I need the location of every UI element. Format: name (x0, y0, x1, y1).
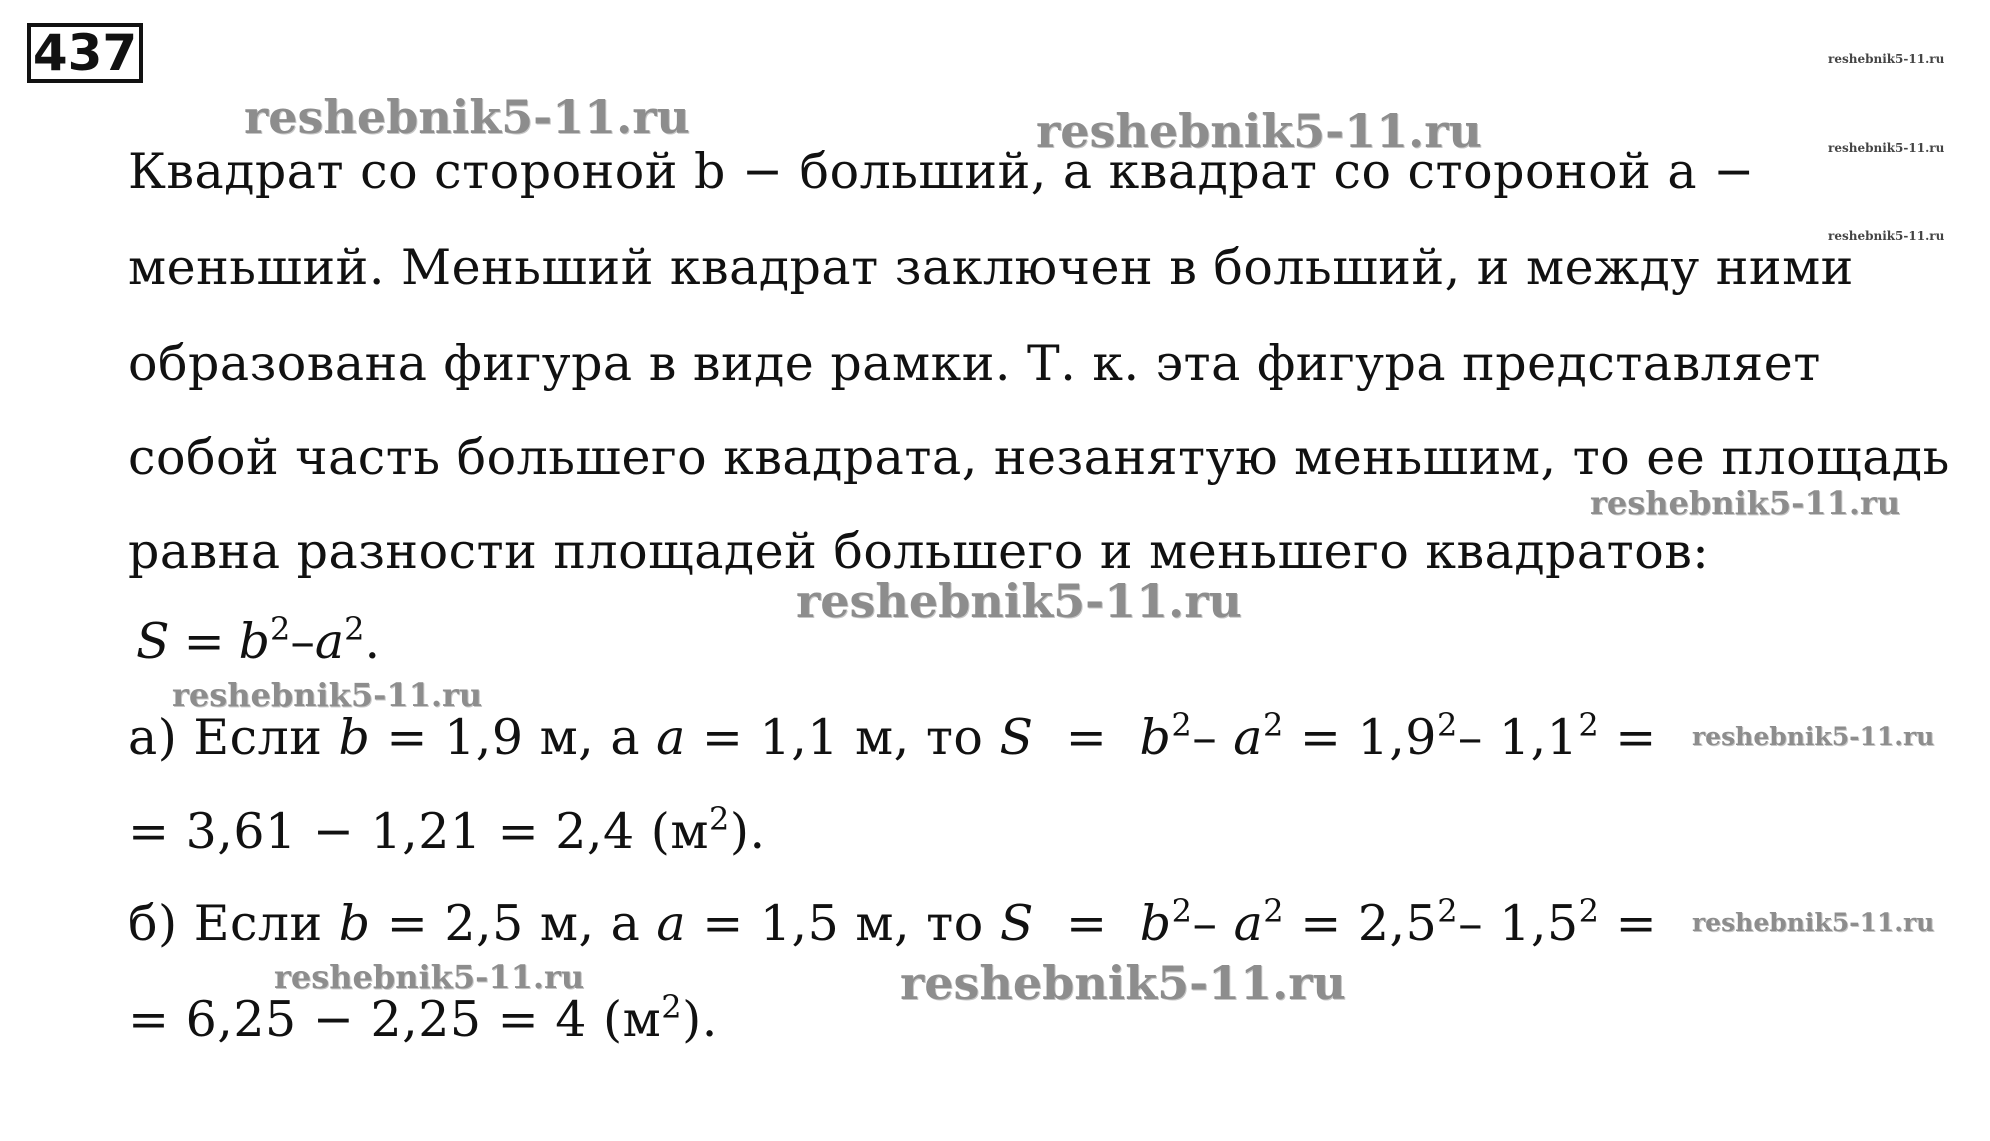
part-b-line1 (128, 894, 1657, 954)
formula-b-exponent: 2 (270, 610, 291, 648)
part-a-val2: – 1,1 (1457, 709, 1579, 766)
watermark: reshebnik5-11.ru (1692, 722, 1935, 751)
part-b-exp: 2 (1263, 892, 1285, 930)
text-line: равна разности площадей большего и меньшего квадратов: (128, 523, 1710, 580)
part-a-equals: = (1033, 709, 1140, 766)
part-a-line1 (128, 708, 1657, 768)
watermark: reshebnik5-11.ru (1828, 229, 1945, 243)
watermark: reshebnik5-11.ru (796, 574, 1242, 628)
part-b-b-value: = 2,5 м, а (370, 895, 657, 952)
part-a-a-value: = 1,1 м, то (685, 709, 1000, 766)
part-a-result: = 3,61 − 1,21 = 2,4 (м (128, 803, 709, 860)
part-a-exp: 2 (1171, 706, 1193, 744)
part-b-exp: 2 (1578, 892, 1600, 930)
part-a-prefix: а) Если (128, 709, 339, 766)
part-b-val2: – 1,5 (1458, 895, 1579, 952)
part-b-result-exp: 2 (661, 988, 683, 1026)
formula-b: b (238, 613, 271, 670)
text-line: Квадрат со стороной b − больший, а квадрат со стороной a − (128, 143, 1755, 200)
watermark: reshebnik5-11.ru (1590, 484, 1901, 522)
part-a-exp: 2 (1436, 706, 1458, 744)
part-a-end: = (1599, 709, 1657, 766)
formula-a-exponent: 2 (344, 610, 365, 648)
formula-s: S (136, 613, 170, 670)
part-b-result-end: ). (682, 991, 718, 1048)
part-b-val1: = 2,5 (1284, 895, 1438, 952)
area-formula (136, 612, 380, 672)
watermark: reshebnik5-11.ru (244, 90, 690, 144)
part-b-line2 (128, 990, 718, 1050)
watermark: reshebnik5-11.ru (172, 676, 483, 714)
watermark: reshebnik5-11.ru (1692, 908, 1935, 937)
part-a-exp: 2 (1262, 706, 1284, 744)
watermark: reshebnik5-11.ru (1828, 141, 1945, 155)
part-b-prefix: б) Если (128, 895, 339, 952)
part-b-a2: a (1233, 895, 1264, 952)
formula-end: . (364, 613, 381, 670)
part-b-exp: 2 (1171, 892, 1193, 930)
part-b-s: S (999, 895, 1034, 952)
part-b-a: a (656, 895, 687, 952)
formula-minus: – (290, 613, 315, 670)
part-b-end: = (1599, 895, 1658, 952)
text-line: собой часть большего квадрата, незанятую меньшим, то ее площадь (128, 429, 1950, 486)
part-a-a: a (656, 709, 686, 766)
formula-equals: = (183, 613, 225, 670)
part-a-minus: – (1192, 709, 1234, 766)
part-b-exp: 2 (1437, 892, 1459, 930)
part-a-s: S (999, 709, 1034, 766)
watermark: reshebnik5-11.ru (1036, 104, 1482, 158)
part-a-a2: a (1233, 709, 1263, 766)
part-a-val1: = 1,9 (1283, 709, 1437, 766)
part-a-result-end: ). (729, 803, 766, 860)
text-line: образована фигура в виде рамки. Т. к. эта фигура представляет (128, 335, 1821, 392)
part-a-b: b (338, 709, 371, 766)
watermark: reshebnik5-11.ru (1828, 52, 1945, 66)
text-line: меньший. Меньший квадрат заключен в больший, и между ними (128, 239, 1854, 296)
problem-number: 437 (27, 23, 143, 83)
part-b-result: = 6,25 − 2,25 = 4 (м (128, 991, 662, 1048)
part-b-a-value: = 1,5 м, то (686, 895, 1000, 952)
part-b-b2: b (1139, 895, 1172, 952)
part-a-line2 (128, 802, 766, 862)
part-a-exp: 2 (1578, 706, 1600, 744)
part-a-result-exp: 2 (708, 800, 730, 838)
formula-a: a (314, 613, 345, 670)
part-b-equals: = (1033, 895, 1140, 952)
part-b-minus: – (1192, 895, 1234, 952)
watermark: reshebnik5-11.ru (900, 956, 1346, 1010)
part-a-b2: b (1139, 709, 1172, 766)
part-a-b-value: = 1,9 м, а (370, 709, 657, 766)
part-b-b: b (338, 895, 371, 952)
watermark: reshebnik5-11.ru (274, 958, 585, 996)
